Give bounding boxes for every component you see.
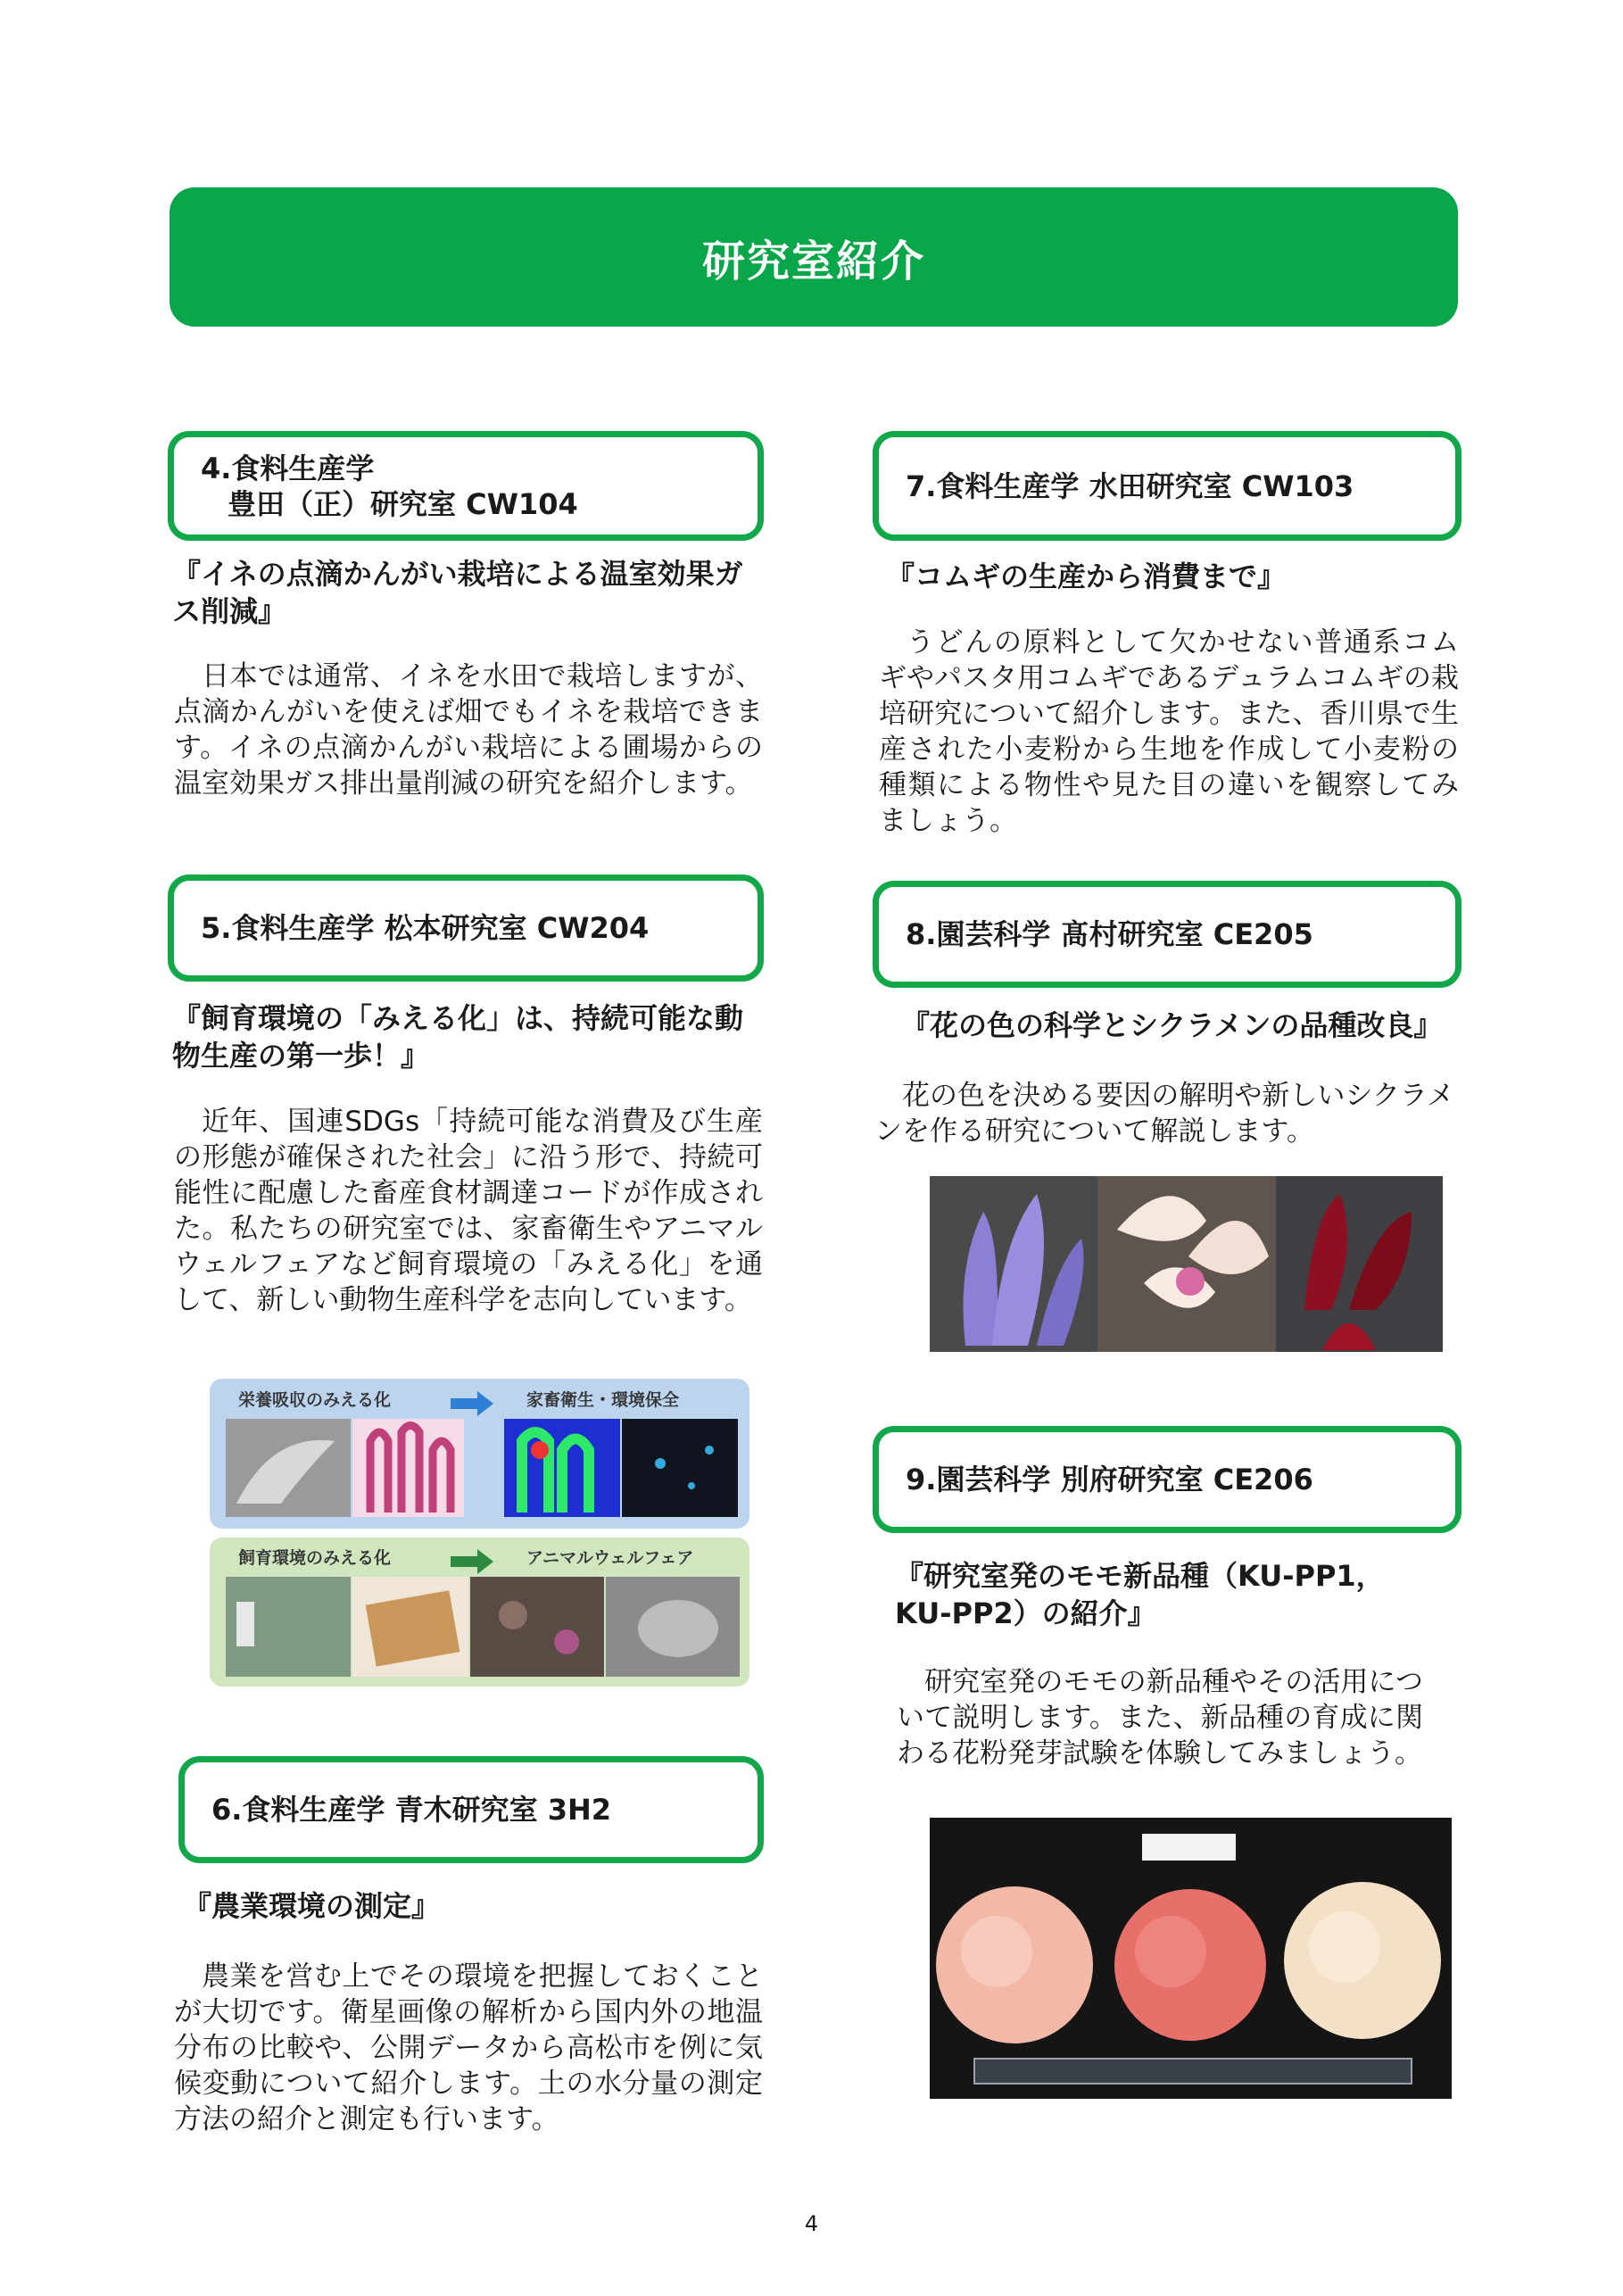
lab-4-body: 日本では通常、イネを水田で栽培しますが、点滴かんがいを使えば畑でもイネを栽培できます。イネの点滴かんがい栽培による圃場からの温室効果ガス排出量削減の研究を紹介します。 (174, 660, 763, 800)
lab-box-line1: 6.食料生産学 青木研究室 3H2 (211, 1793, 612, 1827)
microscope-image (470, 1577, 604, 1677)
lab-9-subtitle: 『研究室発のモモ新品種（KU-PP1，KU-PP2）の紹介』 (895, 1559, 1385, 1630)
lab-5-figure (210, 1379, 749, 1687)
figure-label-1: 栄養吸収のみえる化 (238, 1390, 392, 1410)
lab-box-line1: 7.食料生産学 水田研究室 CW103 (906, 468, 1354, 503)
figure-label-2: 家畜衛生・環境保全 (526, 1390, 680, 1410)
page-title: 研究室紹介 (701, 236, 925, 286)
lab-box-line1: 8.園芸科学 髙村研究室 CE205 (906, 917, 1313, 951)
cyclamen-red (1276, 1176, 1443, 1352)
section-banner (170, 187, 1458, 327)
lab-box-9 (873, 1426, 1462, 1533)
lab-7-subtitle: 『コムギの生産から消費まで』 (886, 559, 1287, 593)
lab-box-line1: 5.食料生産学 松本研究室 CW204 (201, 911, 650, 945)
peach-photo (930, 1818, 1452, 2099)
cyclamen-photo (930, 1176, 1443, 1352)
lab-box-line2: 豊田（正）研究室 CW104 (228, 486, 578, 521)
lab-box-7 (873, 431, 1462, 541)
lab-4-subtitle: 『イネの点滴かんがい栽培による温室効果ガス削減』 (172, 557, 743, 628)
lab-6-body: 農業を営む上でその環境を把握しておくことが大切です。衛星画像の解析から国内外の地温分布の比較や、公開データから高松市を例に気候変動について紹介します。土の水分量の測定方法の紹介と測定も行います。 (174, 1960, 763, 2135)
lab-box-5 (168, 874, 764, 982)
lab-5-body: 近年、国連SDGs「持続可能な消費及び生産の形態が確保された社会」に沿う形で、持続可能性に配慮した畜産食材調達コードが作成された。私たちの研究室では、家畜衛生やアニマルウェルフェアなど飼育環境の「みえる化」を通して、新しい動物生産科学を志向しています。 (174, 1106, 763, 1316)
ruler (974, 2059, 1412, 2084)
lab-box-4 (168, 431, 764, 541)
photo-label-card (1142, 1834, 1236, 1861)
figure-label-3: 飼育環境のみえる化 (238, 1548, 392, 1568)
fluorescence-image (622, 1419, 738, 1517)
lab-box-8 (873, 881, 1462, 988)
lab-7-body: うどんの原料として欠かせない普通系コムギやパスタ用コムギであるデュラムコムギの栽培研究について紹介します。また、香川県で生産された小麦粉から生地を作成して小麦粉の種類による物性や見た目の違いを観察してみましょう。 (879, 626, 1459, 837)
lab-9-body: 研究室発のモモの新品種やその活用について説明します。また、新品種の育成に関わる花粉発芽試験を体験してみましょう。 (897, 1666, 1423, 1770)
lab-box-line1: 9.園芸科学 別府研究室 CE206 (906, 1463, 1313, 1496)
lab-6-subtitle: 『農業環境の測定』 (183, 1889, 441, 1923)
lab-8-subtitle: 『花の色の科学とシクラメンの品種改良』 (901, 1008, 1443, 1042)
figure-label-4: アニマルウェルフェア (526, 1548, 694, 1568)
lab-box-6 (178, 1756, 764, 1863)
lab-box-line1: 4.食料生産学 (201, 451, 375, 485)
lab-8-body: 花の色を決める要因の解明や新しいシクラメンを作る研究について解説します。 (874, 1080, 1454, 1148)
lab-5-subtitle: 『飼育環境の「みえる化」は、持続可能な動物生産の第一歩！』 (172, 1001, 744, 1073)
page-number: 4 (804, 2211, 819, 2236)
